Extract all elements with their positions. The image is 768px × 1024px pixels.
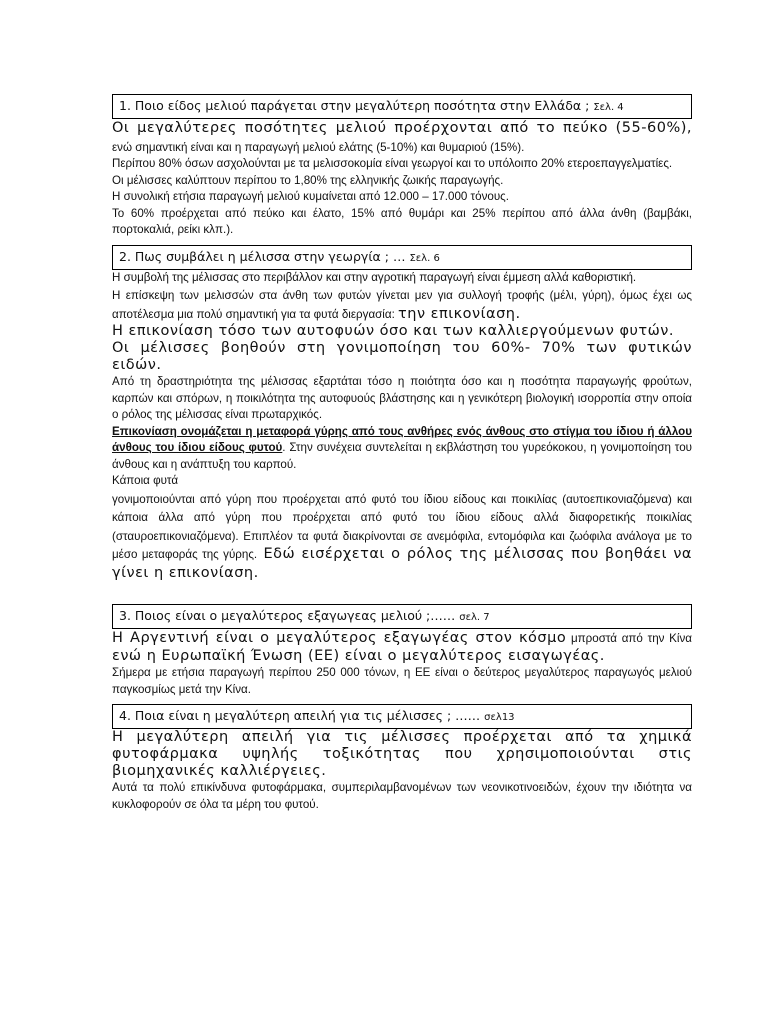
question-2-title: 2. Πως συμβάλει η μέλισσα στην γεωργία ; … xyxy=(119,248,406,264)
question-1-ref: Σελ. 4 xyxy=(593,102,624,113)
q2-paragraph-8 xyxy=(112,490,692,582)
q2-paragraph-4: Οι μέλισσες βοηθούν στη γονιμοποίηση του 60%- 70% των φυτικών ειδών. xyxy=(112,340,692,373)
question-3-ref: σελ. 7 xyxy=(459,611,490,623)
question-4-ref: σελ13 xyxy=(484,712,515,723)
q2-p2-small: Η επίσκεψη των μελισσών στα άνθη των φυτών γίνεται μεν για συλλογή τροφής (μέλι, γύρη), όμως έχει ως αποτέλεσμα μια πολύ σημαντική για τα φυτά διεργασία: xyxy=(112,289,692,321)
question-1-title: 1. Ποιο είδος μελιού παράγεται στην μεγαλύτερη ποσότητα στην Ελλάδα ; xyxy=(119,98,590,113)
q2-paragraph-1: Η συμβολή της μέλισσας στο περιβάλλον και στην αγροτική παραγωγή είναι έμμεση αλλά καθοριστική. xyxy=(112,270,637,284)
question-3-title: 3. Ποιος είναι ο μεγαλύτερος εξαγωγεας μελιού ;…… xyxy=(119,607,456,623)
question-2-box xyxy=(112,245,692,270)
q2-p2-big: την επικονίαση. xyxy=(398,305,521,322)
q2-pollination-definition: Επικονίαση ονομάζεται η μεταφορά γύρης από τους ανθήρες ενός άνθους στο στίγμα του ίδιου ή άλλου άνθους του ίδιου είδους φυτού xyxy=(112,424,692,454)
q2-p8-big: Εδώ εισέρχεται ο ρόλος της μέλισσας που βοηθάει να γίνει η επικονίαση. xyxy=(112,546,692,581)
q2-paragraph-5: Από τη δραστηριότητα της μέλισσας εξαρτάται τόσο η ποιότητα όσο και η ποσότητα παραγωγής φρούτων, καρπών και σπόρων, η ποικιλότητα της αυτοφυούς βλάστησης και η γενικότερη βιολογική ισορροπία στην οποία ο ρόλος της μέλισσας είναι πρωταρχικός. xyxy=(112,375,692,421)
q1-lead-small: ενώ σημαντική είναι και η παραγωγή μελιού ελάτης (5-10%) και θυμαριού (15%). xyxy=(112,140,525,154)
question-3-box xyxy=(112,604,692,629)
q1-paragraph-5: Το 60% προέρχεται από πεύκο και έλατο, 15% από θυμάρι και 25% περίπου από άλλα άνθη (βαμβάκι, πορτοκαλιά, ρείκι κλπ.). xyxy=(112,206,692,236)
question-4-title: 4. Ποια είναι η μεγαλύτερη απειλή για τις μέλισσες ; …… xyxy=(119,708,481,723)
q3-small-1: μπροστά από την Κίνα xyxy=(566,631,692,645)
q4-paragraph-2: Αυτά τα πολύ επικίνδυνα φυτοφάρμακα, συμπεριλαμβανομένων των νεονικοτινοειδών, έχουν την ιδιότητα να κυκλοφορούν σε όλα τα μέρη του φυτού. xyxy=(112,781,692,811)
q2-p6-rest: . Στην συνέχεια συντελείται η εκβλάστηση του γυρεόκοκου, η γονιμοποίηση του άνθους και η ανάπτυξη του καρπού. xyxy=(112,441,693,471)
q3-paragraph-1 xyxy=(112,629,692,666)
q3-big-1: Η Αργεντινή είναι ο μεγαλύτερος εξαγωγέας στον κόσμο xyxy=(112,629,567,646)
q1-paragraph-2: Περίπου 80% όσων ασχολούνται με τα μελισσοκομία είναι γεωργοί και το υπόλοιπο 20% ετεροεπαγγελματίες. xyxy=(112,157,673,170)
question-2-ref: Σελ. 6 xyxy=(409,252,440,264)
q1-paragraph-4: Η συνολική ετήσια παραγωγή μελιού κυμαίνεται από 12.000 – 17.000 τόνους. xyxy=(112,190,509,203)
q2-paragraph-6 xyxy=(112,424,692,474)
q4-paragraph-1: Η μεγαλύτερη απειλή για τις μέλισσες προέρχεται από τα χημικά φυτοφάρμακα υψηλής τοξικότητας που χρησιμοποιούνται στις βιομηχανικές καλλιέργειες. xyxy=(112,729,692,779)
q1-paragraph-1 xyxy=(112,119,692,156)
q1-paragraph-3: Οι μέλισσες καλύπτουν περίπου το 1,80% της ελληνικής ζωικής παραγωγής. xyxy=(112,173,504,187)
q1-lead-big: Οι μεγαλύτερες ποσότητες μελιού προέρχονται από το πεύκο (55-60%), xyxy=(112,120,692,136)
question-1-box xyxy=(112,94,692,119)
q3-paragraph-2: Σήμερα με ετήσια παραγωγή περίπου 250 000 τόνων, η ΕΕ είναι ο δεύτερος μεγαλύτερος παραγωγός μελιού παγκοσμίως μετά την Κίνα. xyxy=(112,666,692,696)
document-page xyxy=(112,94,692,813)
q2-p8-small: γονιμοποιούνται από γύρη που προέρχεται από φυτό του ίδιου είδους και ποικιλίας (αυτοεπικονιαζόμενα) και κάποια άλλα από γύρη που προέρχεται από φυτό του ίδιου είδους αλλά διαφορετικής ποικιλίας (σταυροεπικονιαζόμενα). Επιπλέον τα φυτά διακρίνονται σε ανεμόφιλα, εντομόφιλα και ζωόφιλα ανάλογα με το μέσο μεταφοράς της γύρης. xyxy=(112,492,692,561)
q2-paragraph-2 xyxy=(112,286,692,323)
q2-paragraph-3: Η επικονίαση τόσο των αυτοφυών όσο και των καλλιεργούμενων φυτών. xyxy=(112,323,675,339)
question-4-box xyxy=(112,704,692,729)
q3-big-2: ενώ η Ευρωπαϊκή Ένωση (ΕΕ) είναι ο μεγαλύτερος εισαγωγέας. xyxy=(112,648,605,664)
q2-paragraph-7: Κάποια φυτά xyxy=(112,474,179,487)
